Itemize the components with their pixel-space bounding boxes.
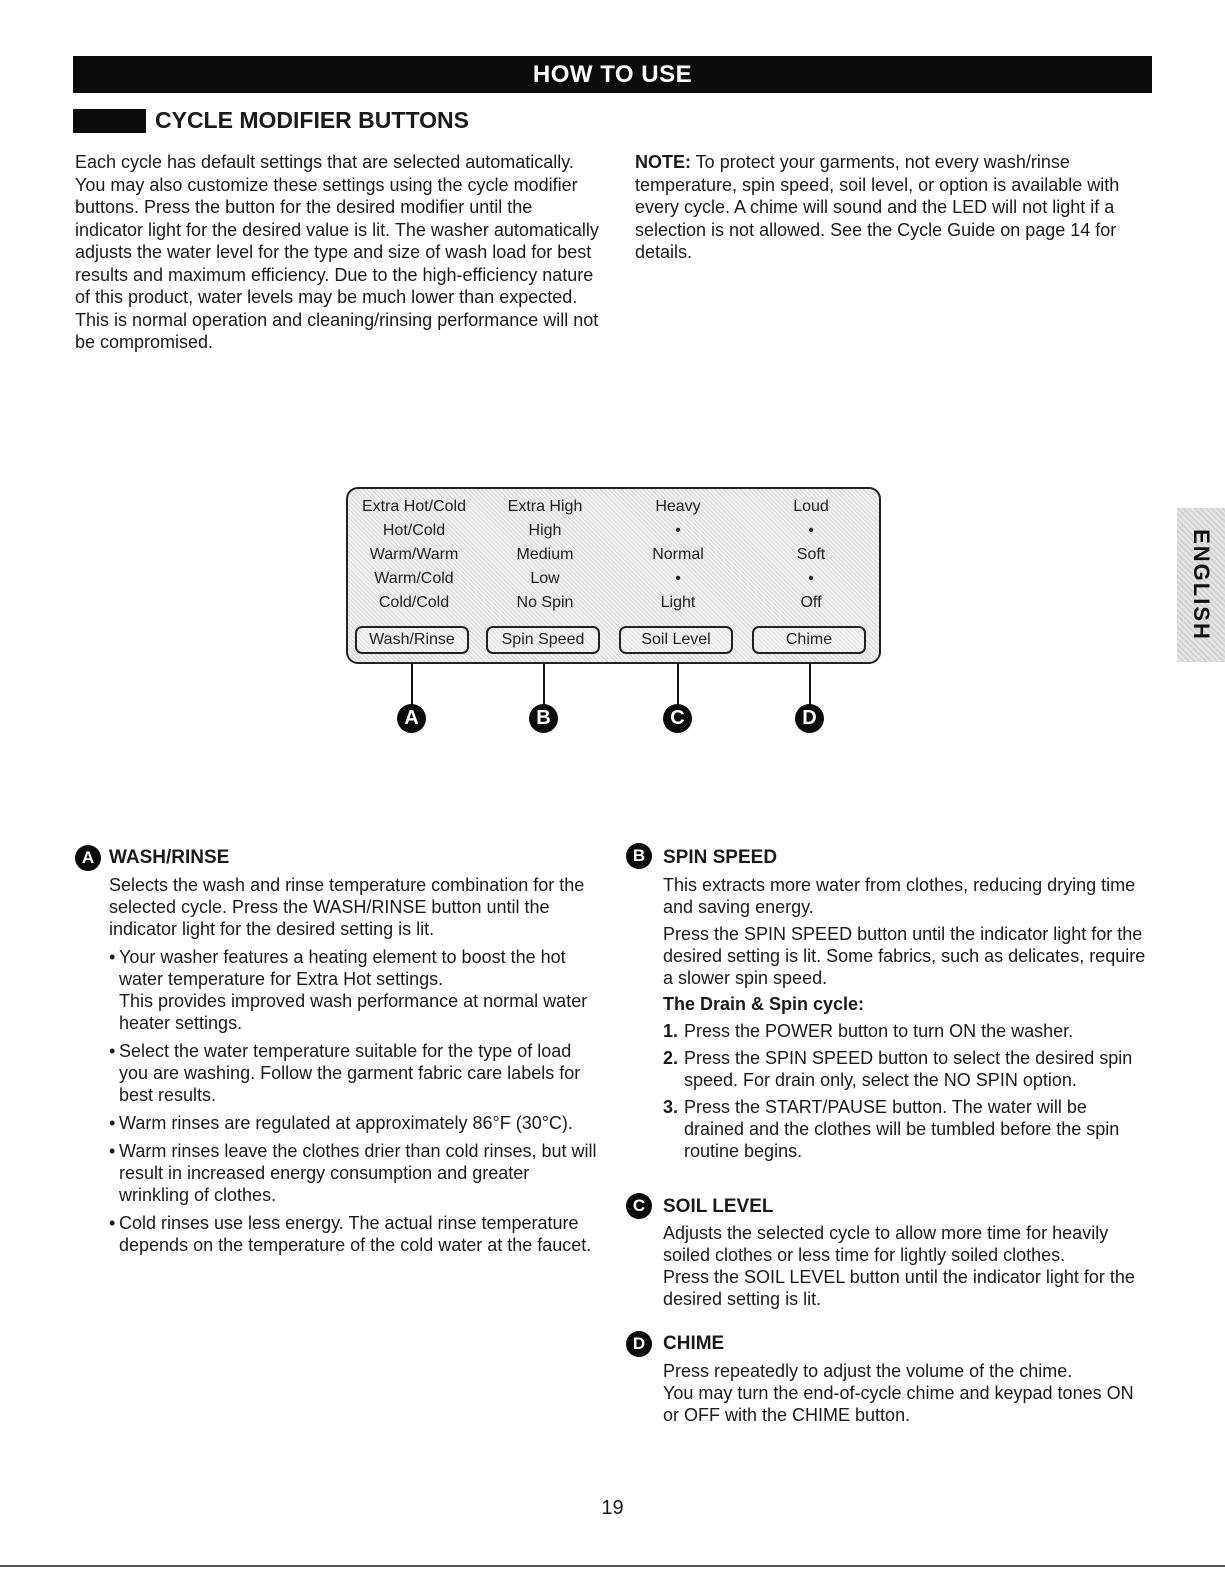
list-item: • Select the water temperature suitable for the type of load you are washing. Follow the garment fabric care labels for best results.	[109, 1041, 581, 1105]
soil-level-button: Soil Level	[619, 626, 733, 654]
soil-level-p1: Adjusts the selected cycle to allow more time for heavily soiled clothes or less time for lightly soiled clothes.	[663, 1223, 1109, 1265]
section-badge-a: A	[75, 845, 101, 871]
option-label: Normal	[652, 546, 704, 563]
callout-badge-b: B	[529, 704, 558, 733]
list-item: 3. Press the START/PAUSE button. The water will be drained and the clothes will be tumbled before the spin routine begins.	[663, 1097, 1120, 1161]
intro-paragraph: Each cycle has default settings that are selected automatically. You may also customize these settings using the cycle modifier buttons. Press the button for the desired modifier until the indicator light for the desired value is lit. The washer automatically adjusts the water level for the type and size of wash load for best results and maximum efficiency. Due to the high-efficiency nature of this product, water levels may be much lower than expected. This is normal operation and cleaning/rinsing performance will not be compromised.	[75, 152, 599, 352]
soil-level-p2: Press the SOIL LEVEL button until the indicator light for the desired setting is lit.	[663, 1267, 1135, 1309]
language-side-tab	[1177, 508, 1225, 662]
section-badge-d: D	[626, 1331, 652, 1357]
wash-rinse-intro: Selects the wash and rinse temperature combination for the selected cycle. Press the WASH/RINSE button until the indicator light for the desired setting is lit.	[109, 875, 585, 939]
list-item: • Warm rinses are regulated at approximately 86°F (30°C).	[109, 1113, 573, 1133]
section-badge-c: C	[626, 1193, 652, 1219]
option-label: Warm/Cold	[374, 570, 454, 587]
chime-body	[663, 1360, 1148, 1426]
spin-speed-body	[663, 874, 1148, 1162]
wash-rinse-body	[109, 874, 604, 1256]
callout-badge-c: C	[663, 704, 692, 733]
wash-rinse-button: Wash/Rinse	[355, 626, 469, 654]
spin-speed-heading: SPIN SPEED	[663, 847, 778, 868]
list-item: 1. Press the POWER button to turn ON the washer.	[663, 1021, 1074, 1041]
soil-level-options	[615, 495, 741, 615]
page-number: 19	[601, 1497, 624, 1519]
option-label: Heavy	[655, 498, 701, 515]
indicator-dot: •	[808, 522, 814, 539]
soil-level-body	[663, 1222, 1148, 1310]
option-label: Extra High	[507, 498, 583, 515]
footer-rule	[0, 1565, 1225, 1567]
list-item: • Your washer features a heating element to boost the hot water temperature for Extra Hot settings. This provides improved wash performance at normal water heater settings.	[109, 946, 604, 1034]
indicator-dot: •	[808, 570, 814, 587]
option-label: High	[528, 522, 562, 539]
indicator-dot: •	[675, 570, 681, 587]
note-text: To protect your garments, not every wash/rinse temperature, spin speed, soil level, or option is available with every cycle. A chime will sound and the LED will not light if a selection is not allowed. See the Cycle Guide on page 14 for details.	[635, 152, 1120, 262]
option-label: Hot/Cold	[382, 522, 446, 539]
option-label: Loud	[793, 498, 829, 515]
option-label: Soft	[796, 546, 826, 563]
option-label: Light	[660, 594, 696, 611]
section-title: CYCLE MODIFIER BUTTONS	[155, 107, 469, 133]
callout-badge-d: D	[795, 704, 824, 733]
section-marker-bar	[73, 109, 146, 133]
page-header: HOW TO USE	[73, 56, 1152, 93]
chime-button: Chime	[752, 626, 866, 654]
option-label: No Spin	[516, 594, 574, 611]
chime-p1: Press repeatedly to adjust the volume of the chime.	[663, 1361, 1073, 1381]
note-paragraph	[635, 151, 1155, 264]
wash-rinse-heading: WASH/RINSE	[109, 847, 230, 868]
option-label: Cold/Cold	[378, 594, 450, 611]
chime-heading: CHIME	[663, 1333, 725, 1354]
note-label: NOTE:	[635, 152, 691, 172]
language-side-tab-label: ENGLISH	[1189, 529, 1214, 641]
chime-p2: You may turn the end-of-cycle chime and keypad tones ON or OFF with the CHIME button.	[663, 1383, 1134, 1425]
option-label: Medium	[516, 546, 574, 563]
control-panel-illustration	[346, 487, 881, 664]
list-item: • Warm rinses leave the clothes drier than cold rinses, but will result in increased energy consumption and greater wrinkling of clothes.	[109, 1141, 597, 1205]
option-label: Extra Hot/Cold	[361, 498, 467, 515]
option-label: Warm/Warm	[369, 546, 459, 563]
section-badge-b: B	[626, 843, 652, 869]
option-label: Low	[530, 570, 560, 587]
spin-speed-button: Spin Speed	[486, 626, 600, 654]
list-item: • Cold rinses use less energy. The actual rinse temperature depends on the temperature of the cold water at the faucet.	[109, 1213, 592, 1255]
indicator-dot: •	[675, 522, 681, 539]
option-label: Off	[800, 594, 822, 611]
list-item: 2. Press the SPIN SPEED button to select the desired spin speed. For drain only, select the NO SPIN option.	[663, 1048, 1133, 1090]
soil-level-heading: SOIL LEVEL	[663, 1196, 774, 1217]
spin-speed-p1: This extracts more water from clothes, reducing drying time and saving energy.	[663, 875, 1136, 917]
wash-rinse-options	[351, 495, 477, 615]
list-item-extra: This provides improved wash performance at normal water heater settings.	[119, 991, 588, 1033]
spin-speed-options	[482, 495, 608, 615]
spin-speed-p2: Press the SPIN SPEED button until the indicator light for the desired setting is lit. Some fabrics, such as delicates, require a slower spin speed.	[663, 924, 1146, 988]
drain-spin-subheading: The Drain & Spin cycle:	[663, 994, 865, 1014]
chime-options	[748, 495, 874, 615]
callout-badge-a: A	[397, 704, 426, 733]
